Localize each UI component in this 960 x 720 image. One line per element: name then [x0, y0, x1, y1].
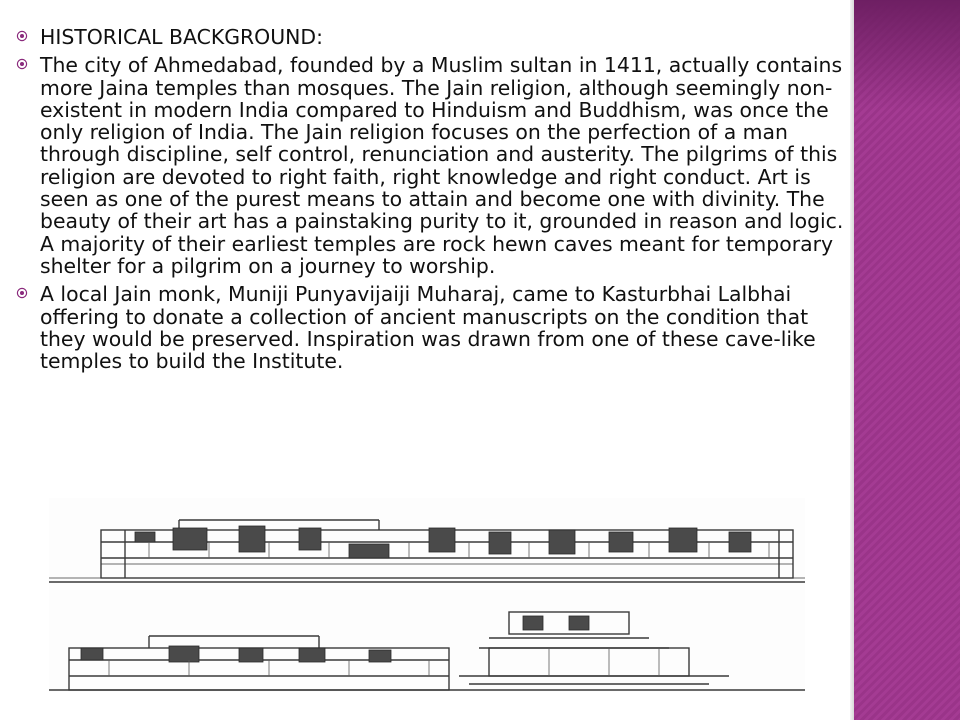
- circled-dot-bullet-icon: [16, 287, 28, 299]
- bullet-heading: [14, 26, 846, 48]
- bullet-text: A local Jain monk, Muniji Punyavijaiji Muharaj, came to Kasturbhai Lalbhai offering to donate a collection of ancient manuscripts on the condition that they would be preserved. Inspiration was drawn from one of these cave-like temples to build the Institute.: [40, 282, 816, 374]
- text-body: [14, 26, 846, 494]
- side-bar-gradient: [854, 0, 960, 110]
- circled-dot-bullet-icon: [16, 58, 28, 70]
- circled-dot-bullet-icon: [16, 30, 28, 42]
- building-elevation-sketch: [49, 498, 805, 692]
- bullet-monk: [14, 283, 846, 372]
- bullet-history: [14, 54, 846, 277]
- bullet-text: The city of Ahmedabad, founded by a Muslim sultan in 1411, actually contains more Jaina temples than mosques. The Jain religion, although seemingly non-existent in modern India compared to Hinduism and Buddhism, was once the only religion of India. The Jain religion focuses on the perfection of a man through discipline, self control, renunciation and austerity. The pilgrims of this religion are devoted to right faith, right knowledge and right conduct. Art is seen as one of the purest means to attain and become one with divinity. The beauty of their art has a painstaking purity to it, grounded in reason and logic. A majority of their earliest temples are rock hewn caves meant for temporary shelter for a pilgrim on a journey to worship.: [40, 53, 844, 278]
- decorative-side-bar: [854, 0, 960, 720]
- bullet-text: HISTORICAL BACKGROUND:: [40, 26, 323, 49]
